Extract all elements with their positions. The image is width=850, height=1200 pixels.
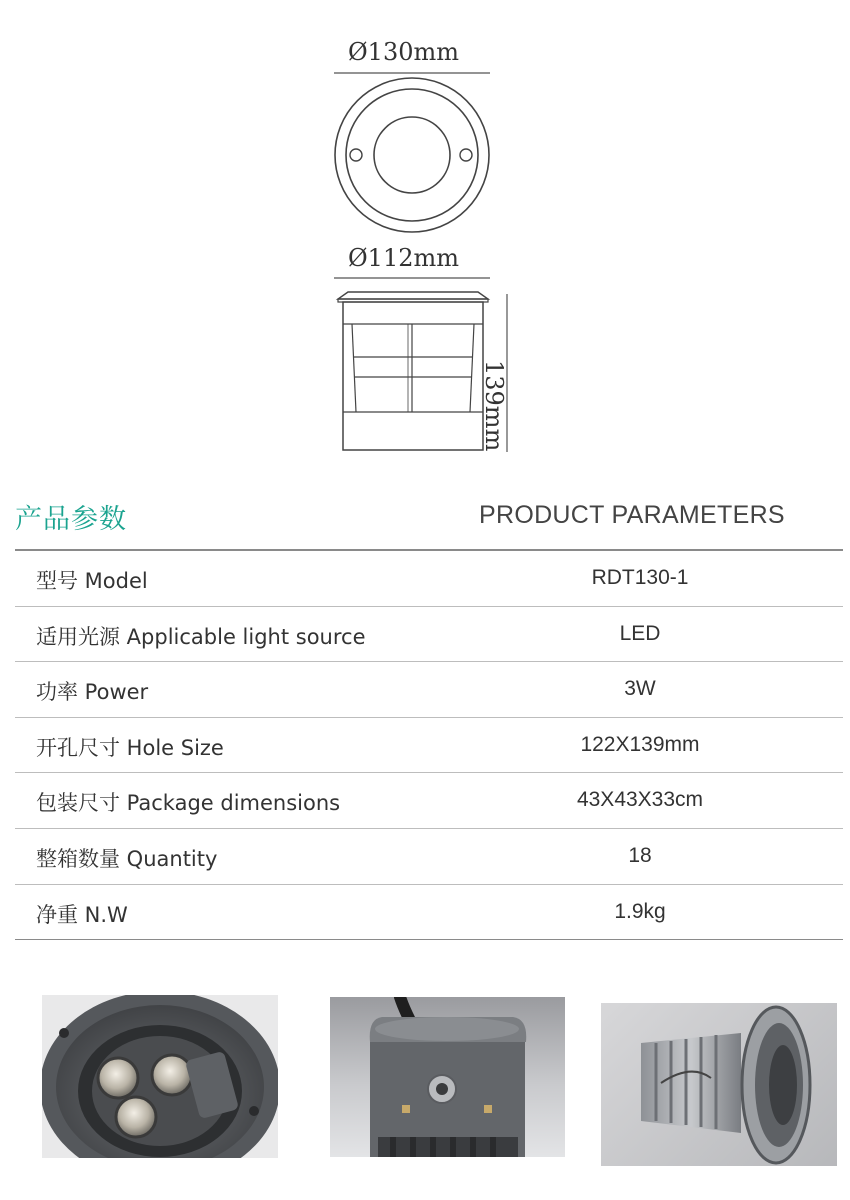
table-row xyxy=(15,551,843,607)
param-value: 1.9kg xyxy=(614,899,666,923)
product-photo-cable-view xyxy=(330,997,565,1157)
param-value: RDT130-1 xyxy=(591,566,689,589)
param-label: 净重 N.W xyxy=(36,902,128,927)
dimension-drawing xyxy=(0,0,850,470)
param-value: 122X139mm xyxy=(580,732,700,756)
top-diameter-label: Ø130mm xyxy=(348,38,459,66)
parameter-table xyxy=(15,551,843,940)
product-photo-side-view xyxy=(601,1003,837,1166)
param-label: 适用光源 Applicable light source xyxy=(36,624,366,649)
param-label: 整箱数量 Quantity xyxy=(36,846,218,871)
table-row xyxy=(15,885,843,941)
technical-drawing xyxy=(0,0,850,470)
param-label: 开孔尺寸 Hole Size xyxy=(36,735,224,760)
param-label: 型号 Model xyxy=(36,569,148,593)
table-row xyxy=(15,773,843,829)
table-row xyxy=(15,607,843,663)
param-value: 43X43X33cm xyxy=(576,788,704,812)
section-header xyxy=(15,493,843,551)
mid-diameter-label: Ø112mm xyxy=(348,244,459,272)
param-value: LED xyxy=(619,621,661,645)
param-value: 18 xyxy=(628,843,652,867)
height-label: 139mm xyxy=(480,360,508,452)
section-title-en: PRODUCT PARAMETERS xyxy=(479,501,785,529)
param-label: 包装尺寸 Package dimensions xyxy=(36,791,341,816)
param-label: 功率 Power xyxy=(36,680,149,705)
table-row xyxy=(15,718,843,774)
table-row xyxy=(15,662,843,718)
param-value: 3W xyxy=(624,677,656,701)
product-photo-top-view xyxy=(42,995,278,1158)
section-title-cn: 产品参数 xyxy=(15,504,127,535)
table-row xyxy=(15,829,843,885)
